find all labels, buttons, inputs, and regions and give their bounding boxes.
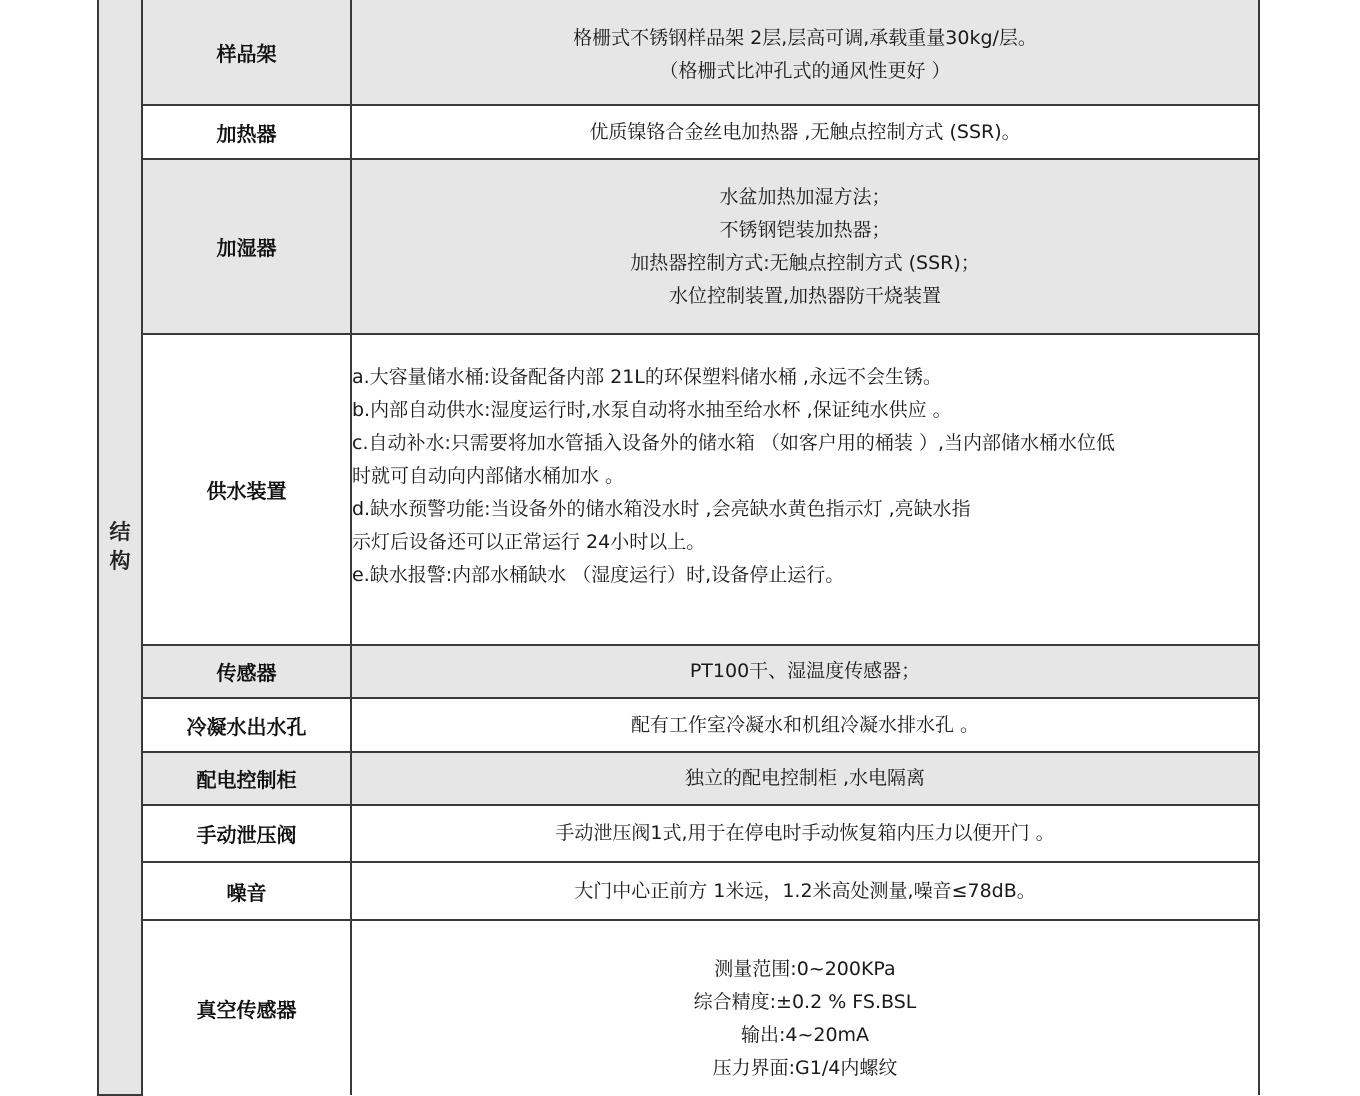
row-label: 加湿器 — [142, 159, 351, 334]
table-row — [98, 920, 1259, 1095]
value-line: 输出:4~20mA — [740, 1024, 870, 1046]
value-line: 压力界面:G1/4内螺纹 — [712, 1057, 898, 1079]
value-line: 独立的配电控制柜 ,水电隔离 — [684, 767, 926, 789]
row-value — [351, 862, 1259, 920]
table-row — [98, 698, 1259, 752]
value-line: 手动泄压阀1式,用于在停电时手动恢复箱内压力以便开门 。 — [555, 822, 1055, 844]
row-label: 噪音 — [142, 862, 351, 920]
row-value — [351, 334, 1259, 645]
value-line: e.缺水报警:内部水桶缺水 （湿度运行）时,设备停止运行。 — [352, 564, 845, 586]
row-label: 供水装置 — [142, 334, 351, 645]
row-value — [351, 752, 1259, 805]
section-label-cell — [98, 0, 142, 1095]
row-label: 真空传感器 — [142, 920, 351, 1095]
value-line: 水位控制装置,加热器防干烧装置 — [668, 284, 942, 307]
value-line: d.缺水预警功能:当设备外的储水箱没水时 ,会亮缺水黄色指示灯 ,亮缺水指 — [352, 498, 971, 520]
row-label: 冷凝水出水孔 — [142, 698, 351, 752]
value-line: 优质镍铬合金丝电加热器 ,无触点控制方式 (SSR)。 — [589, 120, 1021, 143]
row-value — [351, 0, 1259, 105]
row-value — [351, 105, 1259, 159]
spec-table — [97, 0, 1260, 1096]
value-line: PT100干、湿温度传感器； — [689, 660, 921, 682]
value-line: 配有工作室冷凝水和机组冷凝水排水孔 。 — [630, 713, 980, 736]
row-value — [351, 805, 1259, 862]
table-row — [98, 0, 1259, 105]
value-line: （格栅式比冲孔式的通风性更好 ） — [659, 60, 951, 82]
section-label: 结构 — [109, 520, 131, 573]
value-line: c.自动补水:只需要将加水管插入设备外的储水箱 （如客户用的桶装 ）,当内部储水桶水位低 — [352, 432, 1116, 454]
row-label: 加热器 — [142, 105, 351, 159]
row-label: 样品架 — [142, 0, 351, 105]
table-row — [98, 105, 1259, 159]
row-label: 传感器 — [142, 645, 351, 698]
value-line: 加热器控制方式:无触点控制方式 (SSR)； — [630, 251, 980, 274]
row-value — [351, 698, 1259, 752]
value-line: 综合精度:±0.2 % FS.BSL — [693, 991, 917, 1013]
table-row — [98, 645, 1259, 698]
row-label: 手动泄压阀 — [142, 805, 351, 862]
row-value — [351, 159, 1259, 334]
value-line: 大门中心正前方 1米远，1.2米高处测量,噪音≤78dB。 — [574, 879, 1036, 902]
value-line: 时就可自动向内部储水桶加水 。 — [352, 465, 625, 487]
value-line: 格栅式不锈钢样品架 2层,层高可调,承载重量30kg/层。 — [573, 27, 1037, 49]
value-line: 水盆加热加湿方法； — [719, 185, 891, 208]
table-row — [98, 862, 1259, 920]
table-row — [98, 334, 1259, 645]
value-line: 测量范围:0~200KPa — [714, 958, 896, 980]
value-line: a.大容量储水桶:设备配备内部 21L的环保塑料储水桶 ,永远不会生锈。 — [352, 366, 942, 388]
value-line: 示灯后设备还可以正常运行 24小时以上。 — [352, 531, 706, 553]
value-line: b.内部自动供水:湿度运行时,水泵自动将水抽至给水杯 ,保证纯水供应 。 — [352, 399, 952, 421]
table-row — [98, 805, 1259, 862]
table-row — [98, 752, 1259, 805]
table-row — [98, 159, 1259, 334]
row-label: 配电控制柜 — [142, 752, 351, 805]
value-line: 不锈钢铠装加热器； — [719, 218, 891, 241]
row-value — [351, 920, 1259, 1095]
row-value — [351, 645, 1259, 698]
